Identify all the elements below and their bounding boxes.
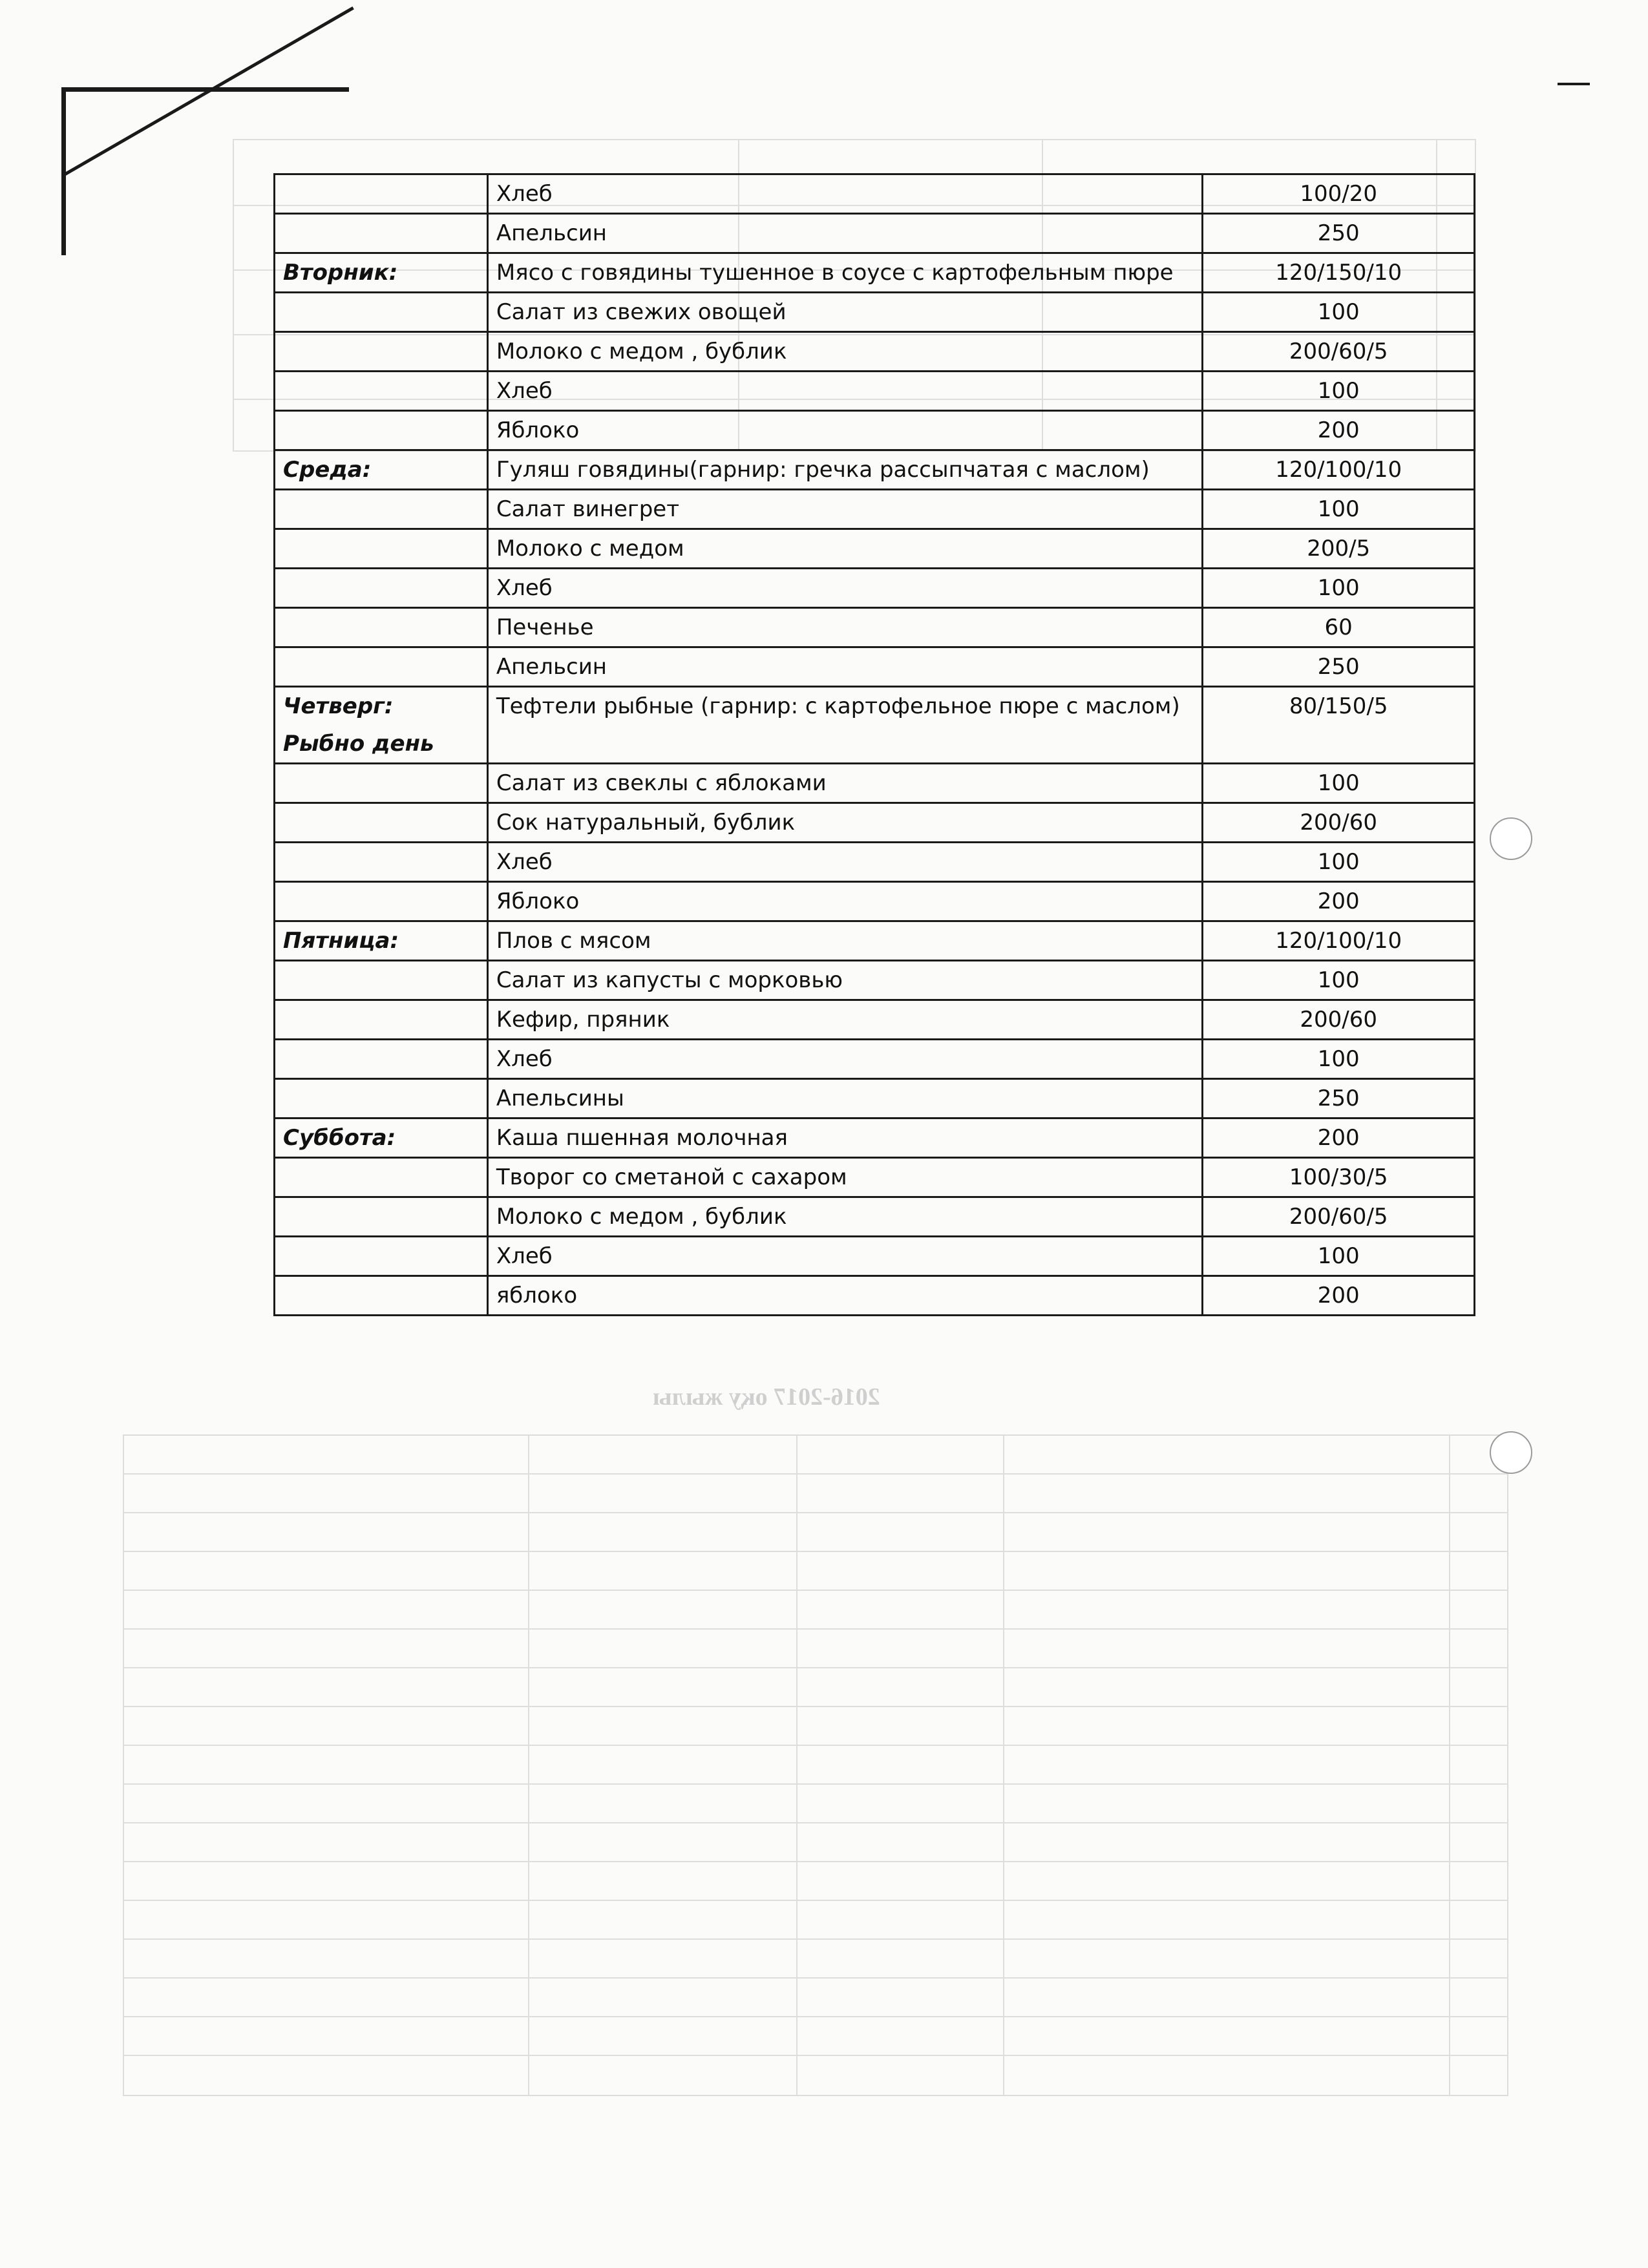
amount-cell: 200/60 — [1203, 803, 1475, 843]
day-cell: Пятница: — [275, 921, 488, 961]
day-cell — [275, 411, 488, 450]
show-through-year-title: 2016-2017 оқу жылы — [653, 1383, 880, 1411]
amount-cell: 200 — [1203, 1118, 1475, 1158]
amount-cell: 200 — [1203, 1276, 1475, 1316]
day-cell — [275, 569, 488, 608]
punch-hole — [1490, 1431, 1532, 1474]
day-cell — [275, 332, 488, 372]
dish-cell: Молоко с медом — [487, 529, 1203, 569]
menu-row — [275, 569, 1475, 608]
dish-cell: Салат винегрет — [487, 490, 1203, 529]
punch-hole — [1490, 817, 1532, 860]
amount-cell: 100 — [1203, 569, 1475, 608]
dish-cell: Сок натуральный, бублик — [487, 803, 1203, 843]
dish-cell: Печенье — [487, 608, 1203, 647]
day-cell — [275, 1197, 488, 1237]
menu-row — [275, 411, 1475, 450]
day-cell — [275, 293, 488, 332]
dish-cell: Творог со сметаной с сахаром — [487, 1158, 1203, 1197]
amount-cell: 60 — [1203, 608, 1475, 647]
menu-row — [275, 1276, 1475, 1316]
amount-cell: 100 — [1203, 1237, 1475, 1276]
amount-cell: 100/30/5 — [1203, 1158, 1475, 1197]
edge-mark — [1558, 83, 1590, 85]
dish-cell: Хлеб — [487, 1237, 1203, 1276]
amount-cell: 120/100/10 — [1203, 450, 1475, 490]
day-cell — [275, 1079, 488, 1118]
day-cell — [275, 882, 488, 921]
menu-row — [275, 647, 1475, 687]
menu-row — [275, 608, 1475, 647]
dish-cell: Молоко с медом , бублик — [487, 332, 1203, 372]
menu-row — [275, 1237, 1475, 1276]
amount-cell: 100 — [1203, 764, 1475, 803]
day-cell — [275, 1040, 488, 1079]
amount-cell: 100 — [1203, 490, 1475, 529]
menu-row — [275, 764, 1475, 803]
amount-cell: 120/100/10 — [1203, 921, 1475, 961]
dish-cell: Хлеб — [487, 174, 1203, 214]
amount-cell: 100 — [1203, 961, 1475, 1000]
dish-cell: Салат из капусты с морковью — [487, 961, 1203, 1000]
menu-table — [273, 173, 1475, 1316]
amount-cell: 100/20 — [1203, 174, 1475, 214]
menu-table-body — [275, 174, 1475, 1316]
day-cell — [275, 214, 488, 253]
dish-cell: Каша пшенная молочная — [487, 1118, 1203, 1158]
menu-row — [275, 1118, 1475, 1158]
menu-row — [275, 253, 1475, 293]
menu-row — [275, 174, 1475, 214]
show-through-table-bottom — [123, 1434, 1508, 2096]
day-cell — [275, 647, 488, 687]
dish-cell: Салат из свежих овощей — [487, 293, 1203, 332]
day-cell — [275, 490, 488, 529]
day-cell — [275, 803, 488, 843]
dish-cell: Хлеб — [487, 843, 1203, 882]
dish-cell: Яблоко — [487, 411, 1203, 450]
menu-row — [275, 1000, 1475, 1040]
dish-cell: Кефир, пряник — [487, 1000, 1203, 1040]
amount-cell: 120/150/10 — [1203, 253, 1475, 293]
dish-cell: Плов с мясом — [487, 921, 1203, 961]
menu-row — [275, 803, 1475, 843]
day-cell: Среда: — [275, 450, 488, 490]
menu-row — [275, 1158, 1475, 1197]
day-cell: Четверг: Рыбно день — [275, 687, 488, 764]
amount-cell: 250 — [1203, 647, 1475, 687]
menu-row — [275, 332, 1475, 372]
amount-cell: 100 — [1203, 1040, 1475, 1079]
menu-row — [275, 490, 1475, 529]
day-cell — [275, 1237, 488, 1276]
amount-cell: 250 — [1203, 1079, 1475, 1118]
day-cell — [275, 372, 488, 411]
amount-cell: 200/5 — [1203, 529, 1475, 569]
dish-cell: яблоко — [487, 1276, 1203, 1316]
menu-row — [275, 921, 1475, 961]
menu-row — [275, 687, 1475, 764]
day-cell — [275, 764, 488, 803]
dish-cell: Гуляш говядины(гарнир: гречка рассыпчатая с маслом) — [487, 450, 1203, 490]
dish-cell: Хлеб — [487, 372, 1203, 411]
menu-row — [275, 450, 1475, 490]
dish-cell: Хлеб — [487, 1040, 1203, 1079]
dish-cell: Апельсин — [487, 647, 1203, 687]
day-cell — [275, 174, 488, 214]
dish-cell: Молоко с медом , бублик — [487, 1197, 1203, 1237]
menu-row — [275, 843, 1475, 882]
menu-row — [275, 1197, 1475, 1237]
day-cell — [275, 843, 488, 882]
day-cell — [275, 961, 488, 1000]
amount-cell: 200/60/5 — [1203, 332, 1475, 372]
day-cell — [275, 1158, 488, 1197]
dish-cell: Апельсины — [487, 1079, 1203, 1118]
dish-cell: Мясо с говядины тушенное в соусе с картофельным пюре — [487, 253, 1203, 293]
amount-cell: 250 — [1203, 214, 1475, 253]
amount-cell: 100 — [1203, 843, 1475, 882]
day-cell — [275, 1000, 488, 1040]
menu-row — [275, 882, 1475, 921]
amount-cell: 100 — [1203, 293, 1475, 332]
dish-cell: Салат из свеклы с яблоками — [487, 764, 1203, 803]
menu-row — [275, 214, 1475, 253]
menu-row — [275, 961, 1475, 1000]
menu-row — [275, 1079, 1475, 1118]
amount-cell: 100 — [1203, 372, 1475, 411]
amount-cell: 200/60/5 — [1203, 1197, 1475, 1237]
menu-row — [275, 372, 1475, 411]
day-cell: Суббота: — [275, 1118, 488, 1158]
day-cell: Вторник: — [275, 253, 488, 293]
amount-cell: 80/150/5 — [1203, 687, 1475, 764]
amount-cell: 200 — [1203, 411, 1475, 450]
amount-cell: 200/60 — [1203, 1000, 1475, 1040]
amount-cell: 200 — [1203, 882, 1475, 921]
menu-row — [275, 293, 1475, 332]
day-cell — [275, 1276, 488, 1316]
menu-row — [275, 1040, 1475, 1079]
day-cell — [275, 529, 488, 569]
day-cell — [275, 608, 488, 647]
dish-cell: Яблоко — [487, 882, 1203, 921]
menu-row — [275, 529, 1475, 569]
dish-cell: Хлеб — [487, 569, 1203, 608]
dish-cell: Тефтели рыбные (гарнир: с картофельное пюре с маслом) — [487, 687, 1203, 764]
dish-cell: Апельсин — [487, 214, 1203, 253]
